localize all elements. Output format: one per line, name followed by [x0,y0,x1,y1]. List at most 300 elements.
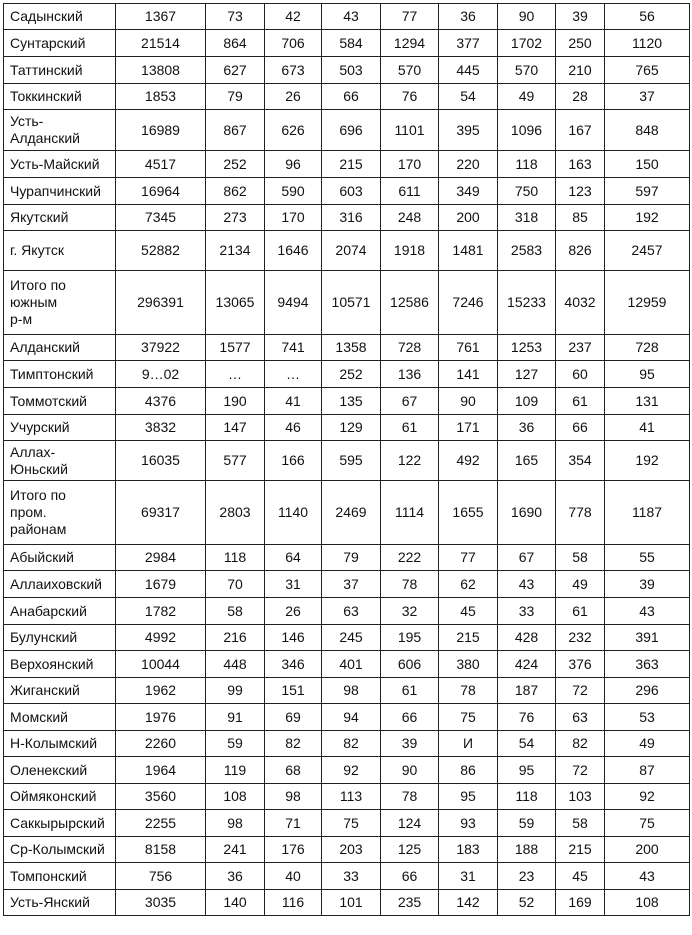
value-cell: 215 [439,625,498,651]
value-cell: 245 [322,625,381,651]
value-cell: 2457 [605,231,690,271]
value-cell: 69317 [116,481,206,545]
value-cell: 167 [556,110,605,151]
value-cell: 58 [556,545,605,571]
value-cell: 4992 [116,625,206,651]
value-cell: 1577 [206,335,265,361]
value-cell: 37 [322,571,381,598]
value-cell: 741 [265,335,322,361]
value-cell: 13065 [206,271,265,335]
value-cell: 445 [439,57,498,84]
table-row [4,678,690,704]
value-cell: 46 [265,415,322,441]
value-cell: 627 [206,57,265,84]
table-row [4,571,690,598]
table-row [4,481,690,545]
value-cell: 826 [556,231,605,271]
value-cell: 75 [605,810,690,837]
value-cell: 1114 [381,481,439,545]
value-cell: 123 [556,178,605,205]
value-cell: 192 [605,441,690,481]
value-cell: 1367 [116,4,206,30]
region-name-cell: Оленекский [4,757,116,784]
region-name-cell: Аллах- Юньский [4,441,116,481]
value-cell: 36 [206,863,265,890]
value-cell: 10044 [116,651,206,678]
value-cell: 66 [322,84,381,110]
value-cell: 380 [439,651,498,678]
value-cell: 170 [265,205,322,231]
value-cell: 4517 [116,151,206,178]
value-cell: 45 [439,598,498,625]
value-cell: 163 [556,151,605,178]
value-cell: 765 [605,57,690,84]
value-cell: 39 [556,4,605,30]
region-name-cell: Оймяконский [4,784,116,810]
value-cell: 12586 [381,271,439,335]
value-cell: 296391 [116,271,206,335]
value-cell: 1782 [116,598,206,625]
value-cell: 23 [498,863,556,890]
value-cell: 78 [381,571,439,598]
value-cell: 176 [265,837,322,863]
value-cell: 210 [556,57,605,84]
value-cell: 1976 [116,704,206,731]
value-cell: 53 [605,704,690,731]
region-name-cell: Абыйский [4,545,116,571]
value-cell: 503 [322,57,381,84]
table-row [4,757,690,784]
value-cell: … [206,361,265,388]
value-cell: 1964 [116,757,206,784]
value-cell: 696 [322,110,381,151]
value-cell: 1655 [439,481,498,545]
value-cell: 131 [605,388,690,415]
region-name-cell: Усть- Алданский [4,110,116,151]
value-cell: 1690 [498,481,556,545]
region-name-cell: Усть-Янский [4,890,116,916]
value-cell: 848 [605,110,690,151]
value-cell: 109 [498,388,556,415]
region-name-cell: Н-Колымский [4,731,116,757]
region-name-cell: Усть-Майский [4,151,116,178]
value-cell: 75 [322,810,381,837]
value-cell: 296 [605,678,690,704]
value-cell: 595 [322,441,381,481]
value-cell: 235 [381,890,439,916]
table-row [4,84,690,110]
table-row [4,231,690,271]
value-cell: 42 [265,4,322,30]
value-cell: 71 [265,810,322,837]
value-cell: 122 [381,441,439,481]
value-cell: 140 [206,890,265,916]
value-cell: 52 [498,890,556,916]
value-cell: 58 [556,810,605,837]
value-cell: 237 [556,335,605,361]
value-cell: 26 [265,84,322,110]
value-cell: 37922 [116,335,206,361]
value-cell: 36 [439,4,498,30]
value-cell: 26 [265,598,322,625]
value-cell: 67 [498,545,556,571]
value-cell: 3035 [116,890,206,916]
value-cell: 108 [206,784,265,810]
value-cell: 92 [605,784,690,810]
value-cell: 673 [265,57,322,84]
value-cell: 98 [322,678,381,704]
value-cell: 135 [322,388,381,415]
value-cell: 250 [556,30,605,57]
value-cell: 8158 [116,837,206,863]
value-cell: 170 [381,151,439,178]
value-cell: 96 [265,151,322,178]
value-cell: 1853 [116,84,206,110]
value-cell: 43 [605,598,690,625]
value-cell: 318 [498,205,556,231]
value-cell: 142 [439,890,498,916]
value-cell: 136 [381,361,439,388]
value-cell: 391 [605,625,690,651]
value-cell: 90 [381,757,439,784]
value-cell: 2255 [116,810,206,837]
value-cell: 728 [381,335,439,361]
value-cell: 2469 [322,481,381,545]
value-cell: 756 [116,863,206,890]
value-cell: 448 [206,651,265,678]
value-cell: 62 [439,571,498,598]
region-name-cell: Анабарский [4,598,116,625]
region-name-cell: Итого по пром. районам [4,481,116,545]
value-cell: 570 [498,57,556,84]
value-cell: 118 [498,151,556,178]
value-cell: 862 [206,178,265,205]
value-cell: 590 [265,178,322,205]
value-cell: 188 [498,837,556,863]
value-cell: 21514 [116,30,206,57]
value-cell: 108 [605,890,690,916]
value-cell: И [439,731,498,757]
value-cell: 99 [206,678,265,704]
value-cell: 603 [322,178,381,205]
value-cell: 9494 [265,271,322,335]
value-cell: 146 [265,625,322,651]
value-cell: 252 [322,361,381,388]
region-name-cell: Томмотский [4,388,116,415]
value-cell: 1253 [498,335,556,361]
value-cell: 52882 [116,231,206,271]
value-cell: 9…02 [116,361,206,388]
value-cell: 222 [381,545,439,571]
value-cell: 376 [556,651,605,678]
value-cell: 39 [605,571,690,598]
value-cell: 59 [498,810,556,837]
value-cell: 87 [605,757,690,784]
value-cell: 75 [439,704,498,731]
region-name-cell: Тимптонский [4,361,116,388]
value-cell: 165 [498,441,556,481]
value-cell: 7246 [439,271,498,335]
value-cell: 864 [206,30,265,57]
value-cell: 116 [265,890,322,916]
value-cell: 73 [206,4,265,30]
value-cell: 118 [206,545,265,571]
value-cell: 82 [322,731,381,757]
value-cell: 95 [439,784,498,810]
value-cell: 778 [556,481,605,545]
value-cell: 54 [439,84,498,110]
value-cell: 200 [605,837,690,863]
value-cell: 43 [498,571,556,598]
table-row [4,810,690,837]
table-row [4,205,690,231]
value-cell: 183 [439,837,498,863]
value-cell: 252 [206,151,265,178]
value-cell: 728 [605,335,690,361]
region-name-cell: Токкинский [4,84,116,110]
value-cell: 58 [206,598,265,625]
value-cell: 118 [498,784,556,810]
value-cell: 129 [322,415,381,441]
value-cell: 147 [206,415,265,441]
value-cell: 7345 [116,205,206,231]
value-cell: 72 [556,678,605,704]
region-name-cell: Булунский [4,625,116,651]
value-cell: 273 [206,205,265,231]
value-cell: 43 [322,4,381,30]
value-cell: 16964 [116,178,206,205]
value-cell: 166 [265,441,322,481]
region-name-cell: Якутский [4,205,116,231]
region-name-cell: Момский [4,704,116,731]
value-cell: 1646 [265,231,322,271]
value-cell: 33 [322,863,381,890]
value-cell: 761 [439,335,498,361]
value-cell: 626 [265,110,322,151]
value-cell: 31 [265,571,322,598]
value-cell: 101 [322,890,381,916]
value-cell: 49 [498,84,556,110]
value-cell: 61 [556,598,605,625]
value-cell: 349 [439,178,498,205]
value-cell: 4376 [116,388,206,415]
value-cell: 95 [498,757,556,784]
value-cell: 60 [556,361,605,388]
table-row [4,784,690,810]
value-cell: 16035 [116,441,206,481]
value-cell: 187 [498,678,556,704]
value-cell: 377 [439,30,498,57]
value-cell: 31 [439,863,498,890]
value-cell: 95 [605,361,690,388]
value-cell: 41 [605,415,690,441]
region-name-cell: Чурапчинский [4,178,116,205]
value-cell: 215 [322,151,381,178]
value-cell: 241 [206,837,265,863]
table-row [4,704,690,731]
value-cell: 66 [381,863,439,890]
value-cell: 215 [556,837,605,863]
value-cell: 248 [381,205,439,231]
table-row [4,890,690,916]
value-cell: 395 [439,110,498,151]
value-cell: 492 [439,441,498,481]
value-cell: 39 [381,731,439,757]
value-cell: 79 [206,84,265,110]
value-cell: 2803 [206,481,265,545]
value-cell: 354 [556,441,605,481]
value-cell: 68 [265,757,322,784]
value-cell: 171 [439,415,498,441]
value-cell: 2260 [116,731,206,757]
region-name-cell: Ср-Колымский [4,837,116,863]
value-cell: 2074 [322,231,381,271]
value-cell: 750 [498,178,556,205]
table-row [4,4,690,30]
value-cell: 1679 [116,571,206,598]
table-row [4,651,690,678]
value-cell: 78 [381,784,439,810]
value-cell: 98 [206,810,265,837]
value-cell: 64 [265,545,322,571]
value-cell: 16989 [116,110,206,151]
value-cell: 584 [322,30,381,57]
value-cell: 3832 [116,415,206,441]
table-row [4,731,690,757]
value-cell: 220 [439,151,498,178]
value-cell: 94 [322,704,381,731]
value-cell: 61 [556,388,605,415]
value-cell: 13808 [116,57,206,84]
value-cell: 570 [381,57,439,84]
table-row [4,57,690,84]
value-cell: 3560 [116,784,206,810]
region-name-cell: Учурский [4,415,116,441]
value-cell: 36 [498,415,556,441]
value-cell: 1358 [322,335,381,361]
value-cell: 1140 [265,481,322,545]
region-name-cell: Жиганский [4,678,116,704]
value-cell: 72 [556,757,605,784]
value-cell: 63 [322,598,381,625]
table-row [4,151,690,178]
value-cell: 424 [498,651,556,678]
region-name-cell: Аллаиховский [4,571,116,598]
value-cell: 82 [265,731,322,757]
value-cell: 86 [439,757,498,784]
value-cell: 611 [381,178,439,205]
region-name-cell: Садынский [4,4,116,30]
value-cell: 190 [206,388,265,415]
value-cell: 77 [439,545,498,571]
table-row [4,271,690,335]
value-cell: 54 [498,731,556,757]
region-name-cell: Сунтарский [4,30,116,57]
value-cell: 82 [556,731,605,757]
value-cell: 200 [439,205,498,231]
table-row [4,110,690,151]
value-cell: 4032 [556,271,605,335]
value-cell: 15233 [498,271,556,335]
value-cell: 363 [605,651,690,678]
value-cell: 428 [498,625,556,651]
value-cell: 2583 [498,231,556,271]
value-cell: 1187 [605,481,690,545]
value-cell: 195 [381,625,439,651]
value-cell: 151 [265,678,322,704]
value-cell: 1096 [498,110,556,151]
value-cell: 92 [322,757,381,784]
value-cell: 49 [605,731,690,757]
value-cell: 316 [322,205,381,231]
value-cell: 49 [556,571,605,598]
table-row [4,837,690,863]
value-cell: 91 [206,704,265,731]
value-cell: 66 [381,704,439,731]
value-cell: 141 [439,361,498,388]
region-name-cell: Верхоянский [4,651,116,678]
region-name-cell: г. Якутск [4,231,116,271]
value-cell: 2984 [116,545,206,571]
value-cell: 43 [605,863,690,890]
value-cell: 113 [322,784,381,810]
value-cell: 606 [381,651,439,678]
value-cell: 401 [322,651,381,678]
value-cell: 69 [265,704,322,731]
value-cell: 124 [381,810,439,837]
value-cell: 90 [439,388,498,415]
table-row [4,598,690,625]
value-cell: 1101 [381,110,439,151]
value-cell: 192 [605,205,690,231]
table-row [4,415,690,441]
table-row [4,863,690,890]
value-cell: 61 [381,678,439,704]
value-cell: 79 [322,545,381,571]
value-cell: 90 [498,4,556,30]
table-body [4,4,690,916]
value-cell: 597 [605,178,690,205]
table-row [4,441,690,481]
value-cell: 867 [206,110,265,151]
value-cell: 63 [556,704,605,731]
value-cell: 85 [556,205,605,231]
value-cell: 706 [265,30,322,57]
value-cell: 70 [206,571,265,598]
region-name-cell: Алданский [4,335,116,361]
value-cell: 37 [605,84,690,110]
table-row [4,361,690,388]
value-cell: 40 [265,863,322,890]
value-cell: 1702 [498,30,556,57]
value-cell: 1120 [605,30,690,57]
value-cell: 1962 [116,678,206,704]
value-cell: 127 [498,361,556,388]
table-row [4,178,690,205]
value-cell: 125 [381,837,439,863]
value-cell: 28 [556,84,605,110]
value-cell: 577 [206,441,265,481]
value-cell: 59 [206,731,265,757]
region-name-cell: Саккырырский [4,810,116,837]
value-cell: 76 [498,704,556,731]
value-cell: 103 [556,784,605,810]
value-cell: 77 [381,4,439,30]
value-cell: 33 [498,598,556,625]
table-row [4,30,690,57]
value-cell: 67 [381,388,439,415]
value-cell: 232 [556,625,605,651]
